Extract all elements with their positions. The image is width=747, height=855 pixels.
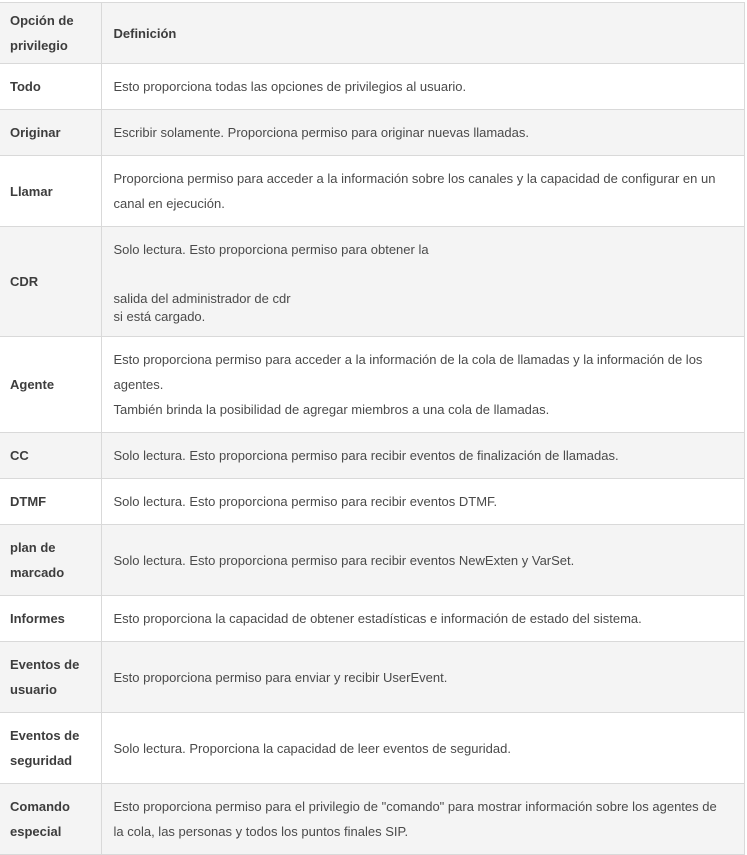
table-row	[0, 156, 745, 227]
column-header-privilege-option: Opción de privilegio	[0, 3, 101, 64]
definition-text: Esto proporciona permiso para enviar y recibir UserEvent.	[113, 669, 448, 685]
definition-text: Esto proporciona la capacidad de obtener estadísticas e información de estado del sistema.	[113, 611, 642, 626]
table-row	[0, 110, 745, 156]
definition-cell	[101, 156, 745, 227]
privilege-option-cell: Comando especial	[0, 784, 101, 855]
column-header-definition: Definición	[101, 3, 745, 64]
definition-text: Esto proporciona permiso para acceder a la información de la cola de llamadas y la información de los agentes.	[113, 352, 703, 392]
table-header	[0, 3, 745, 64]
definition-text: salida del administrador de cdr	[113, 291, 291, 306]
table-row	[0, 227, 745, 337]
table-body	[0, 64, 745, 855]
privilege-option-cell: Eventos de usuario	[0, 642, 101, 713]
table-row	[0, 479, 745, 525]
definition-cell	[101, 479, 745, 525]
privilege-option-cell: CDR	[0, 227, 101, 337]
privilege-definitions-table	[0, 2, 745, 855]
definition-text: Solo lectura. Esto proporciona permiso para recibir eventos NewExten y VarSet.	[113, 552, 575, 568]
privilege-option-cell: Todo	[0, 64, 101, 110]
definition-text: si está cargado.	[113, 309, 206, 324]
definition-text: Solo lectura. Esto proporciona permiso para obtener la	[113, 242, 429, 257]
definition-cell	[101, 337, 745, 433]
header-row	[0, 3, 745, 64]
definition-text: También brinda la posibilidad de agregar miembros a una cola de llamadas.	[113, 402, 550, 417]
privilege-option-cell: Informes	[0, 596, 101, 642]
privilege-option-cell: Eventos de seguridad	[0, 713, 101, 784]
definition-text: Esto proporciona permiso para el privilegio de "comando" para mostrar información sobre los agentes de la cola, las personas y todos los puntos finales SIP.	[113, 799, 717, 839]
table-row	[0, 713, 745, 784]
table-row	[0, 525, 745, 596]
privilege-option-cell: Llamar	[0, 156, 101, 227]
table-row	[0, 596, 745, 642]
privilege-option-cell: plan de marcado	[0, 525, 101, 596]
definition-cell	[101, 525, 745, 596]
definition-cell	[101, 713, 745, 784]
definition-cell	[101, 64, 745, 110]
privilege-option-cell: Agente	[0, 337, 101, 433]
definition-text: Proporciona permiso para acceder a la información sobre los canales y la capacidad de configurar en un canal en ejecución.	[113, 171, 716, 211]
definition-cell	[101, 110, 745, 156]
definition-text: Escribir solamente. Proporciona permiso para originar nuevas llamadas.	[113, 125, 529, 140]
definition-text: Solo lectura. Esto proporciona permiso para recibir eventos de finalización de llamadas.	[113, 448, 619, 463]
definition-cell	[101, 227, 745, 337]
privilege-option-cell: DTMF	[0, 479, 101, 525]
definition-cell	[101, 433, 745, 479]
definition-text: Solo lectura. Esto proporciona permiso para recibir eventos DTMF.	[113, 494, 498, 509]
table-row	[0, 64, 745, 110]
table-row	[0, 642, 745, 713]
table-row	[0, 337, 745, 433]
table-row	[0, 433, 745, 479]
definition-cell	[101, 642, 745, 713]
privilege-option-cell: Originar	[0, 110, 101, 156]
definition-cell	[101, 596, 745, 642]
privilege-option-cell: CC	[0, 433, 101, 479]
definition-text: Solo lectura. Proporciona la capacidad de leer eventos de seguridad.	[113, 740, 511, 756]
definition-text: Esto proporciona todas las opciones de privilegios al usuario.	[113, 79, 467, 94]
